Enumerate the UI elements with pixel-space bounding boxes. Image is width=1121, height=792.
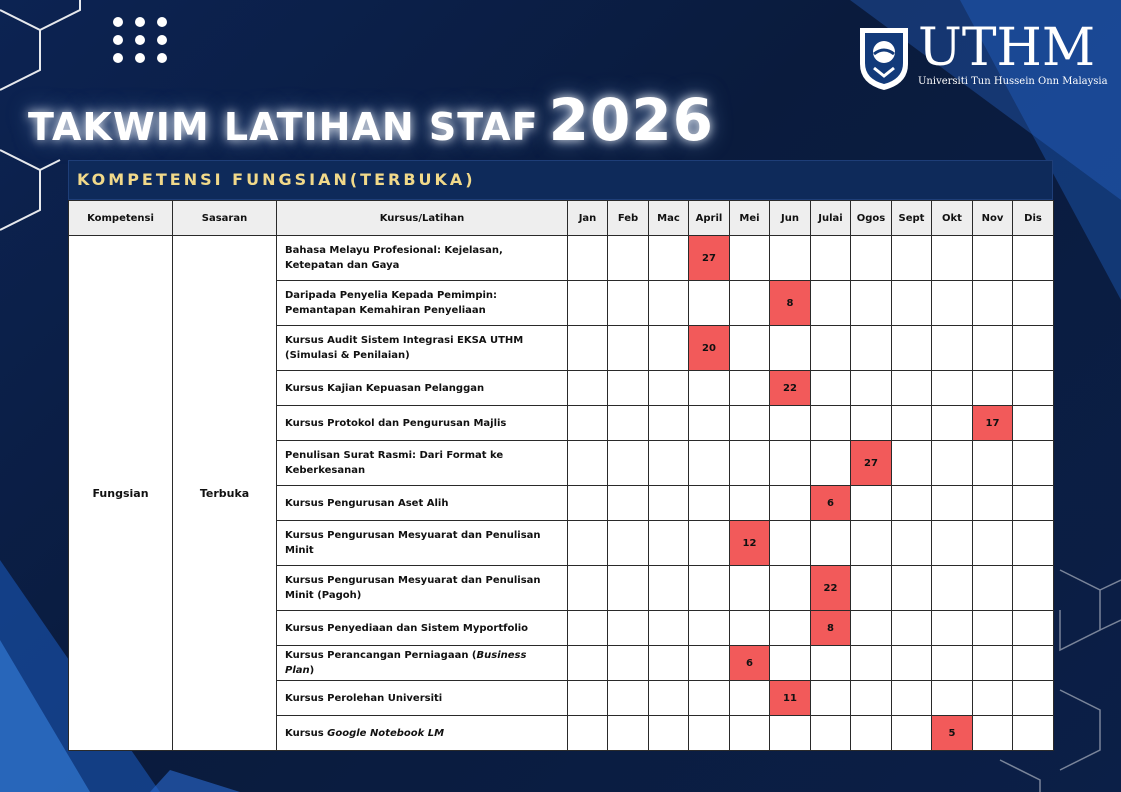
month-cell: [973, 681, 1013, 716]
kompetensi-cell: Fungsian: [69, 236, 173, 751]
course-name-text: Kursus Protokol dan Pengurusan Majlis: [285, 417, 507, 429]
course-name-text: Kursus: [285, 727, 328, 739]
month-cell: [568, 281, 608, 326]
month-cell: [892, 716, 932, 751]
course-name-cell: [277, 406, 568, 441]
month-cell: [892, 281, 932, 326]
month-cell: [932, 236, 973, 281]
month-cell: [730, 681, 770, 716]
month-cell: [730, 566, 770, 611]
month-cell: [1013, 326, 1054, 371]
course-name-text: Daripada Penyelia Kepada Pemimpin: Pemantapan Kemahiran Penyeliaan: [285, 290, 498, 316]
sasaran-cell: Terbuka: [173, 236, 277, 751]
header-row: [69, 201, 1054, 236]
header-sasaran: Sasaran: [173, 201, 277, 236]
month-cell: [1013, 281, 1054, 326]
course-name-cell: [277, 326, 568, 371]
scheduled-date-cell: 20: [689, 326, 730, 371]
month-cell: [730, 441, 770, 486]
month-cell: [892, 406, 932, 441]
course-name-cell: [277, 281, 568, 326]
course-name-cell: [277, 646, 568, 681]
month-cell: [730, 611, 770, 646]
month-cell: [851, 521, 892, 566]
scheduled-date-cell: 22: [811, 566, 851, 611]
month-cell: [932, 521, 973, 566]
header-month-feb: Feb: [608, 201, 649, 236]
course-name-cell: [277, 611, 568, 646]
month-cell: [689, 371, 730, 406]
month-cell: [973, 611, 1013, 646]
month-cell: [568, 326, 608, 371]
month-cell: [608, 716, 649, 751]
title-main: TAKWIM LATIHAN STAF: [28, 105, 539, 149]
month-cell: [892, 611, 932, 646]
month-cell: [932, 441, 973, 486]
month-cell: [568, 611, 608, 646]
month-cell: [851, 281, 892, 326]
month-cell: [811, 716, 851, 751]
month-cell: [608, 646, 649, 681]
month-cell: [649, 281, 689, 326]
month-cell: [1013, 566, 1054, 611]
month-cell: [770, 566, 811, 611]
month-cell: [608, 326, 649, 371]
month-cell: [973, 716, 1013, 751]
header-kursus: Kursus/Latihan: [277, 201, 568, 236]
month-cell: [568, 646, 608, 681]
month-cell: [973, 486, 1013, 521]
course-name-text: Kursus Pengurusan Aset Alih: [285, 497, 449, 509]
month-cell: [811, 236, 851, 281]
month-cell: [932, 646, 973, 681]
month-cell: [973, 441, 1013, 486]
month-cell: [851, 646, 892, 681]
month-cell: [649, 646, 689, 681]
scheduled-date-cell: 11: [770, 681, 811, 716]
month-cell: [892, 326, 932, 371]
month-cell: [649, 406, 689, 441]
month-cell: [932, 681, 973, 716]
month-cell: [851, 371, 892, 406]
month-cell: [608, 236, 649, 281]
month-cell: [689, 441, 730, 486]
month-cell: [892, 521, 932, 566]
month-cell: [770, 521, 811, 566]
month-cell: [811, 281, 851, 326]
month-cell: [770, 441, 811, 486]
scheduled-date-cell: 27: [689, 236, 730, 281]
month-cell: [973, 371, 1013, 406]
month-cell: [851, 611, 892, 646]
scheduled-date-cell: 6: [811, 486, 851, 521]
course-name-cell: [277, 521, 568, 566]
course-name-cell: [277, 371, 568, 406]
month-cell: [892, 646, 932, 681]
month-cell: [932, 281, 973, 326]
month-cell: [811, 681, 851, 716]
month-cell: [649, 716, 689, 751]
scheduled-date-cell: 5: [932, 716, 973, 751]
header-month-nov: Nov: [973, 201, 1013, 236]
month-cell: [689, 716, 730, 751]
month-cell: [811, 406, 851, 441]
month-cell: [730, 236, 770, 281]
training-calendar-table: [68, 200, 1054, 751]
table-body: [69, 236, 1054, 751]
month-cell: [730, 486, 770, 521]
month-cell: [730, 371, 770, 406]
month-cell: [608, 371, 649, 406]
header-month-april: April: [689, 201, 730, 236]
month-cell: [892, 371, 932, 406]
month-cell: [932, 371, 973, 406]
month-cell: [649, 486, 689, 521]
month-cell: [1013, 406, 1054, 441]
month-cell: [932, 566, 973, 611]
month-cell: [770, 406, 811, 441]
month-cell: [1013, 236, 1054, 281]
course-name-text: Kursus Pengurusan Mesyuarat dan Penulisan Minit: [285, 530, 541, 556]
month-cell: [649, 521, 689, 566]
month-cell: [568, 521, 608, 566]
header-month-jan: Jan: [568, 201, 608, 236]
month-cell: [973, 566, 1013, 611]
month-cell: [811, 646, 851, 681]
course-name-cell: [277, 716, 568, 751]
course-name-text: ): [309, 665, 315, 676]
month-cell: [851, 716, 892, 751]
header-month-jun: Jun: [770, 201, 811, 236]
month-cell: [649, 611, 689, 646]
month-cell: [811, 441, 851, 486]
month-cell: [568, 406, 608, 441]
header-kompetensi: Kompetensi: [69, 201, 173, 236]
scheduled-date-cell: 22: [770, 371, 811, 406]
month-cell: [608, 566, 649, 611]
month-cell: [689, 281, 730, 326]
month-cell: [649, 441, 689, 486]
month-cell: [851, 236, 892, 281]
header-month-ogos: Ogos: [851, 201, 892, 236]
course-name-text: Penulisan Surat Rasmi: Dari Format ke Keberkesanan: [285, 450, 504, 476]
month-cell: [770, 326, 811, 371]
month-cell: [851, 681, 892, 716]
month-cell: [1013, 646, 1054, 681]
scheduled-date-cell: 12: [730, 521, 770, 566]
month-cell: [689, 611, 730, 646]
month-cell: [770, 611, 811, 646]
month-cell: [649, 371, 689, 406]
month-cell: [973, 236, 1013, 281]
month-cell: [892, 441, 932, 486]
month-cell: [649, 566, 689, 611]
month-cell: [649, 326, 689, 371]
month-cell: [730, 326, 770, 371]
month-cell: [1013, 716, 1054, 751]
month-cell: [811, 326, 851, 371]
course-name-cell: [277, 441, 568, 486]
month-cell: [973, 281, 1013, 326]
month-cell: [1013, 441, 1054, 486]
header-month-sept: Sept: [892, 201, 932, 236]
header-month-julai: Julai: [811, 201, 851, 236]
month-cell: [689, 486, 730, 521]
month-cell: [851, 326, 892, 371]
month-cell: [649, 236, 689, 281]
month-cell: [689, 406, 730, 441]
month-cell: [892, 236, 932, 281]
table-row: [69, 236, 1054, 281]
month-cell: [1013, 681, 1054, 716]
month-cell: [811, 521, 851, 566]
uthm-logo: [856, 18, 1108, 94]
month-cell: [892, 566, 932, 611]
scheduled-date-cell: 6: [730, 646, 770, 681]
course-name-text: Kursus Pengurusan Mesyuarat dan Penulisan Minit (Pagoh): [285, 575, 541, 601]
logo-name: UTHM: [918, 18, 1096, 78]
month-cell: [649, 681, 689, 716]
month-cell: [851, 486, 892, 521]
course-name-cell: [277, 236, 568, 281]
month-cell: [770, 236, 811, 281]
title-year: 2026: [548, 86, 715, 154]
month-cell: [568, 441, 608, 486]
month-cell: [689, 521, 730, 566]
month-cell: [568, 236, 608, 281]
scheduled-date-cell: 8: [770, 281, 811, 326]
month-cell: [568, 681, 608, 716]
month-cell: [689, 646, 730, 681]
page-title: [28, 86, 714, 154]
month-cell: [568, 486, 608, 521]
course-name-text: Kursus Audit Sistem Integrasi EKSA UTHM (Simulasi & Penilaian): [285, 335, 524, 361]
month-cell: [1013, 611, 1054, 646]
month-cell: [608, 521, 649, 566]
course-name-text: Business Plan: [285, 650, 527, 676]
month-cell: [608, 611, 649, 646]
month-cell: [973, 521, 1013, 566]
month-cell: [608, 486, 649, 521]
course-name-text: Kursus Perancangan Perniagaan (: [285, 650, 477, 661]
header-month-dis: Dis: [1013, 201, 1054, 236]
month-cell: [568, 371, 608, 406]
month-cell: [568, 716, 608, 751]
month-cell: [892, 486, 932, 521]
month-cell: [730, 281, 770, 326]
month-cell: [932, 486, 973, 521]
month-cell: [973, 326, 1013, 371]
header-month-mei: Mei: [730, 201, 770, 236]
month-cell: [932, 326, 973, 371]
header-month-mac: Mac: [649, 201, 689, 236]
month-cell: [932, 611, 973, 646]
month-cell: [730, 716, 770, 751]
month-cell: [689, 566, 730, 611]
month-cell: [851, 566, 892, 611]
month-cell: [811, 371, 851, 406]
course-name-text: Google Notebook LM: [327, 727, 445, 739]
scheduled-date-cell: 17: [973, 406, 1013, 441]
month-cell: [608, 281, 649, 326]
course-name-cell: [277, 486, 568, 521]
month-cell: [1013, 486, 1054, 521]
month-cell: [892, 681, 932, 716]
month-cell: [851, 406, 892, 441]
month-cell: [932, 406, 973, 441]
month-cell: [608, 441, 649, 486]
month-cell: [770, 646, 811, 681]
month-cell: [730, 406, 770, 441]
course-name-cell: [277, 681, 568, 716]
scheduled-date-cell: 8: [811, 611, 851, 646]
section-header: [68, 160, 1053, 200]
month-cell: [608, 681, 649, 716]
scheduled-date-cell: 27: [851, 441, 892, 486]
course-name-text: Kursus Penyediaan dan Sistem Myportfolio: [285, 622, 529, 634]
month-cell: [973, 646, 1013, 681]
uthm-crest-icon: [856, 24, 912, 92]
course-name-text: Kursus Kajian Kepuasan Pelanggan: [285, 382, 485, 394]
month-cell: [1013, 521, 1054, 566]
month-cell: [770, 486, 811, 521]
course-name-cell: [277, 566, 568, 611]
header-month-okt: Okt: [932, 201, 973, 236]
month-cell: [770, 716, 811, 751]
section-title: KOMPETENSI FUNGSIAN(TERBUKA): [77, 170, 476, 189]
logo-subtitle: Universiti Tun Hussein Onn Malaysia: [918, 76, 1108, 87]
course-name-text: Kursus Perolehan Universiti: [285, 692, 443, 704]
month-cell: [689, 681, 730, 716]
month-cell: [1013, 371, 1054, 406]
course-name-text: Bahasa Melayu Profesional: Kejelasan, Ketepatan dan Gaya: [285, 245, 503, 271]
month-cell: [608, 406, 649, 441]
month-cell: [568, 566, 608, 611]
